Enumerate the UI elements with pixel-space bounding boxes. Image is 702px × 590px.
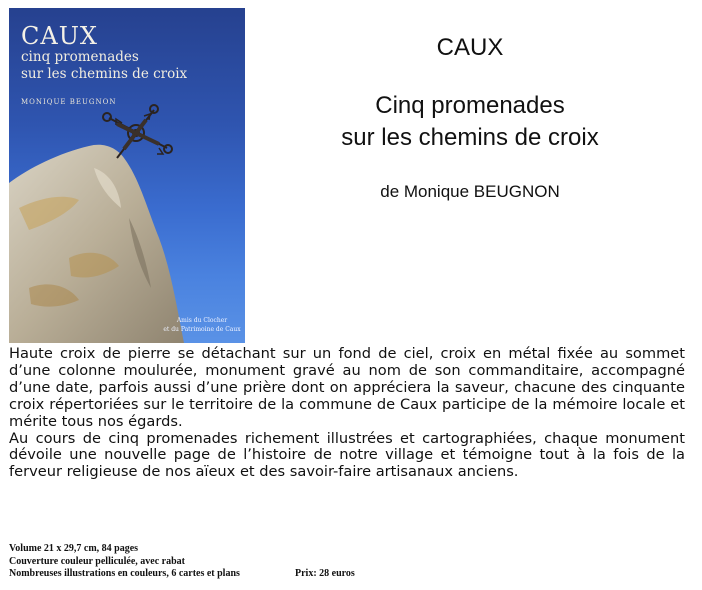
cover-publisher-line1: Amis du Clocher [176,317,228,324]
cover-subtitle-line1: cinq promenades [21,49,139,65]
cover-publisher-line2: et du Patrimoine de Caux [163,326,241,333]
spec-illustrations: Nombreuses illustrations en couleurs, 6 cartes et plans [9,568,240,579]
cover-subtitle-line2: sur les chemins de croix [21,66,188,82]
description-paragraph-1: Haute croix de pierre se détachant sur un fond de ciel, croix en métal fixée au sommet d’une colonne moulurée, monument gravé au nom de son commanditaire, accompagné d’une date, parfois aussi d’une prière dont on appréciera la saveur, chacune des cinquante croix répertoriées sur le territoire de la commune de Caux participe de la mémoire locale et mérite tous nos égards. [9,345,685,430]
book-specs [9,543,240,581]
cover-author: MONIQUE BEUGNON [21,98,117,106]
description-paragraph-2: Au cours de cinq promenades richement illustrées et cartographiées, chaque monument dévoile une nouvelle page de l’histoire de notre village et témoigne tout à la fois de la ferveur religieuse de nos aïeux et des savoir-faire artisanaux anciens. [9,429,685,481]
page-title: CAUX [436,34,504,61]
page-subtitle-line1: Cinq promenades [375,92,565,119]
price-label: Prix: 28 euros [295,568,355,579]
book-description [9,346,685,481]
cover-title: CAUX [21,22,99,50]
spec-cover: Couverture couleur pelliculée, avec rabat [9,555,185,567]
author-line: de Monique BEUGNON [380,182,560,201]
spec-volume: Volume 21 x 29,7 cm, 84 pages [9,543,139,554]
book-cover [9,8,245,343]
page-subtitle-line2: sur les chemins de croix [341,124,599,151]
